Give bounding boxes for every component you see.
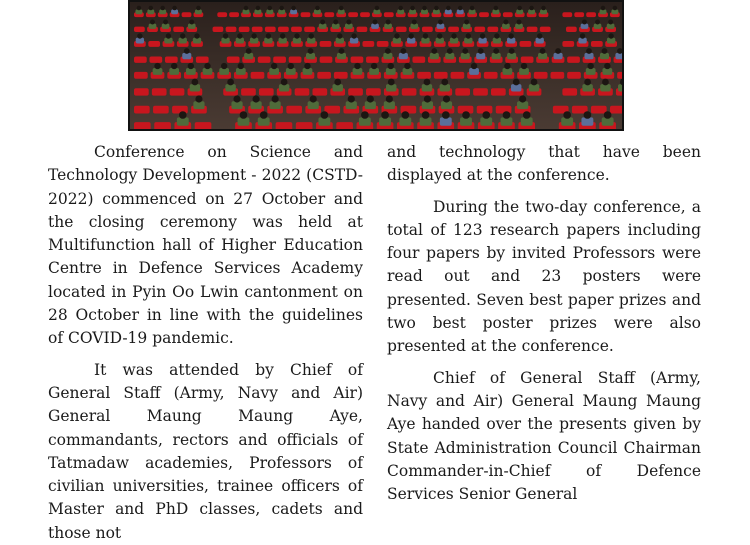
conference-hall-photo (128, 0, 624, 131)
right-article-column (387, 141, 701, 506)
right-paragraph-2: During the two-day conference, a total of 123 research papers including four papers by invited Professors were read out and 23 posters were presented. Seven best paper prizes and two best poster prizes were also presented at the conference. (387, 197, 701, 356)
right-paragraph-3: Chief of General Staff (Army, Navy and Air) General Maung Maung Aye handed over the presents given by State Administration Council Chairman Commander-in-Chief of Defence Services Senior General (387, 368, 701, 504)
left-article-column (48, 141, 363, 545)
left-paragraph-2: It was attended by Chief of General Staff (Army, Navy and Air) General Maung Maung Aye, commandants, rectors and officials of Tatmadaw academies, Professors of civilian universities, trainee officers of Master and PhD classes, cadets and those not (48, 360, 363, 542)
left-paragraph-1: Conference on Science and Technology Development - 2022 (CSTD-2022) commenced on 27 October and the closing ceremony was held at Multifunction hall of Higher Education Centre in Defence Services Academy located in Pyin Oo Lwin cantonment on 28 October in line with the guidelines of COVID-19 pandemic. (48, 143, 363, 348)
right-paragraph-1: and technology that have been displayed at the conference. (387, 143, 701, 185)
